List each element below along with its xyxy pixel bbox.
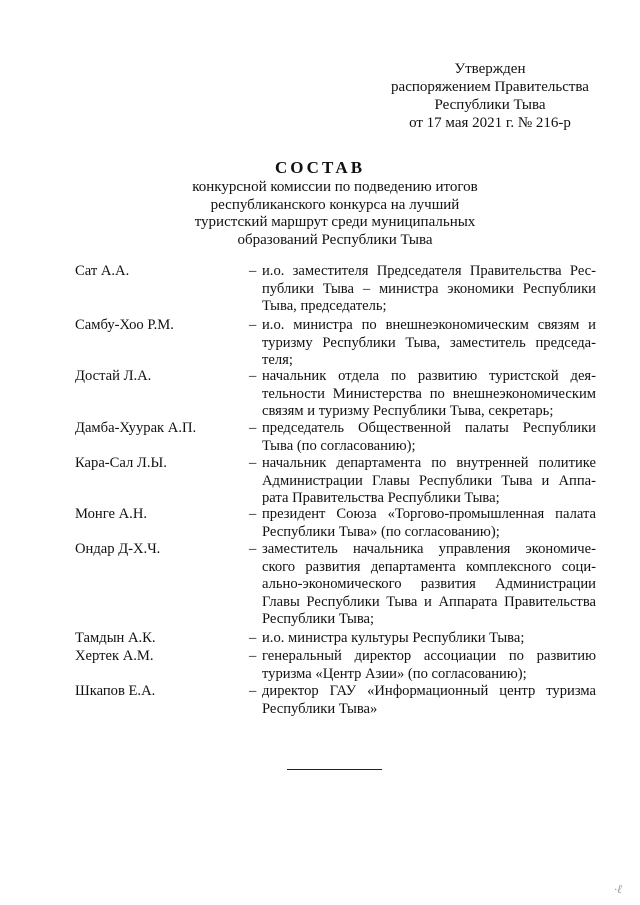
subtitle-line: образований Республики Тыва bbox=[237, 231, 433, 248]
member-role-line: Республики Тыва» bbox=[262, 700, 378, 717]
member-role bbox=[262, 420, 596, 455]
member-dash: – bbox=[249, 317, 257, 333]
member-role-line: начальник отдела по развитию туристской дея- bbox=[262, 368, 596, 384]
closing-divider bbox=[287, 769, 382, 770]
member-role bbox=[262, 263, 596, 316]
member-dash: – bbox=[249, 648, 257, 664]
member-role bbox=[262, 683, 596, 718]
subtitle-line: республиканского конкурса на лучший bbox=[210, 196, 460, 213]
member-role-line: ально-экономического развития Администрации bbox=[262, 576, 596, 593]
member-role bbox=[262, 648, 596, 683]
member-role-line: тельности Министерства по внешнеэкономическим bbox=[262, 385, 596, 402]
member-role-line: теля; bbox=[262, 352, 293, 369]
member-dash: – bbox=[249, 506, 257, 522]
member-role-line: туризма «Центр Азии» (по согласованию); bbox=[262, 665, 527, 682]
member-name: Монге А.Н. bbox=[75, 506, 148, 522]
member-dash: – bbox=[249, 368, 257, 384]
member-role-line: и.о. заместителя Председателя Правительства Рес- bbox=[262, 263, 596, 279]
member-role-line: Главы Республики Тыва и Аппарата Правительства bbox=[262, 593, 596, 610]
member-dash: – bbox=[249, 420, 257, 436]
member-role-line: Республики Тыва» (по согласованию); bbox=[262, 523, 500, 540]
member-name: Тамдын А.К. bbox=[75, 630, 156, 646]
member-role-line: и.о. министра культуры Республики Тыва; bbox=[262, 630, 525, 646]
member-dash: – bbox=[249, 541, 257, 557]
member-name: Шкапов Е.А. bbox=[75, 683, 156, 699]
member-role bbox=[262, 506, 596, 541]
member-name: Сат А.А. bbox=[75, 263, 130, 279]
corner-mark: ·ℓ bbox=[614, 882, 622, 896]
member-dash: – bbox=[249, 683, 257, 699]
member-name: Дамба-Хуурак А.П. bbox=[75, 420, 197, 436]
member-role bbox=[262, 455, 596, 508]
member-role-line: рата Правительства Республики Тыва; bbox=[262, 490, 500, 507]
document-subtitle bbox=[140, 179, 530, 249]
member-name: Хертек А.М. bbox=[75, 648, 154, 664]
member-role-line: Тыва, председатель; bbox=[262, 298, 387, 315]
member-role-line: директор ГАУ «Информационный центр туризма bbox=[262, 683, 596, 699]
member-role bbox=[262, 317, 596, 370]
approval-line: от 17 мая 2021 г. № 216-р bbox=[409, 115, 571, 131]
member-name: Самбу-Хоо Р.М. bbox=[75, 317, 174, 333]
member-role-line: председатель Общественной палаты Республики bbox=[262, 420, 596, 436]
member-role-line: Тыва (по согласованию); bbox=[262, 437, 416, 454]
member-role-line: Республики Тыва; bbox=[262, 611, 375, 628]
member-role-line: генеральный директор ассоциации по развитию bbox=[262, 648, 596, 664]
member-role-line: публики Тыва – министра экономики Республики bbox=[262, 280, 596, 297]
member-role-line: президент Союза «Торгово-промышленная палата bbox=[262, 506, 596, 522]
approval-line: Утвержден bbox=[454, 61, 526, 77]
member-role-line: заместитель начальника управления экономиче- bbox=[262, 541, 596, 557]
member-dash: – bbox=[249, 630, 257, 646]
member-role-line: связям и туризму Республики Тыва, секретарь; bbox=[262, 403, 554, 420]
subtitle-line: туристский маршрут среди муниципальных bbox=[194, 214, 476, 230]
approval-line: Республики Тыва bbox=[434, 97, 546, 113]
approval-block bbox=[380, 60, 600, 132]
member-role-line: Администрации Главы Республики Тыва и Аппа- bbox=[262, 472, 596, 489]
member-role bbox=[262, 541, 596, 629]
document-title: СОСТАВ bbox=[274, 158, 366, 177]
member-role bbox=[262, 630, 596, 648]
member-role-line: начальник департамента по внутренней политике bbox=[262, 455, 596, 471]
member-dash: – bbox=[249, 455, 257, 471]
subtitle-line: конкурсной комиссии по подведению итогов bbox=[192, 179, 478, 195]
approval-line: распоряжением Правительства bbox=[391, 79, 589, 95]
member-role-line: ского развития департамента комплексного соци- bbox=[262, 558, 596, 575]
member-name: Достай Л.А. bbox=[75, 368, 152, 384]
member-role-line: туризму Республики Тыва, заместитель председа- bbox=[262, 334, 596, 351]
member-role-line: и.о. министра по внешнеэкономическим связям и bbox=[262, 317, 596, 333]
member-role bbox=[262, 368, 596, 421]
member-dash: – bbox=[249, 263, 257, 279]
member-name: Ондар Д-Х.Ч. bbox=[75, 541, 161, 557]
member-name: Кара-Сал Л.Ы. bbox=[75, 455, 167, 471]
